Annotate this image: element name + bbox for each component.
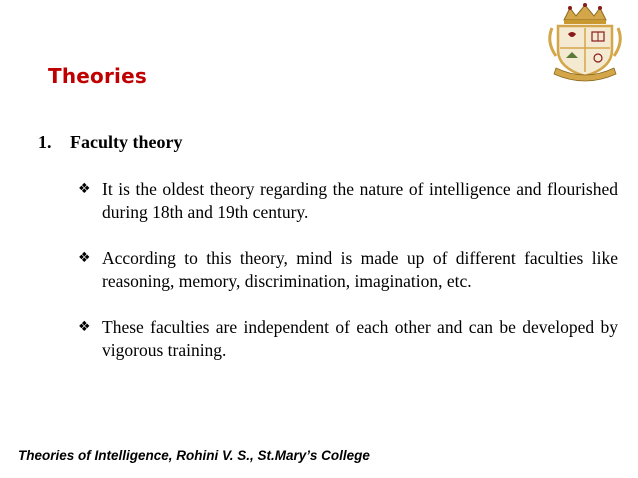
bullet-list [78, 178, 618, 385]
bullet-text: According to this theory, mind is made up of different faculties like reasoning, memory, discrimination, imagination, etc. [102, 248, 618, 291]
slide-footer: Theories of Intelligence, Rohini V. S., St.Mary’s College [18, 448, 370, 463]
heading-text: Faculty theory [70, 132, 183, 152]
college-crest-icon [542, 2, 628, 82]
list-item [78, 316, 618, 362]
diamond-bullet-icon: ❖ [78, 250, 91, 266]
list-item [78, 178, 618, 224]
list-item [78, 247, 618, 293]
bullet-text: These faculties are independent of each other and can be developed by vigorous training. [102, 317, 618, 360]
bullet-text: It is the oldest theory regarding the nature of intelligence and flourished during 18th and 19th century. [102, 179, 618, 222]
diamond-bullet-icon: ❖ [78, 181, 91, 197]
section-heading [38, 132, 182, 153]
heading-number: 1. [38, 132, 52, 152]
slide-title: Theories [48, 64, 147, 88]
diamond-bullet-icon: ❖ [78, 319, 91, 335]
